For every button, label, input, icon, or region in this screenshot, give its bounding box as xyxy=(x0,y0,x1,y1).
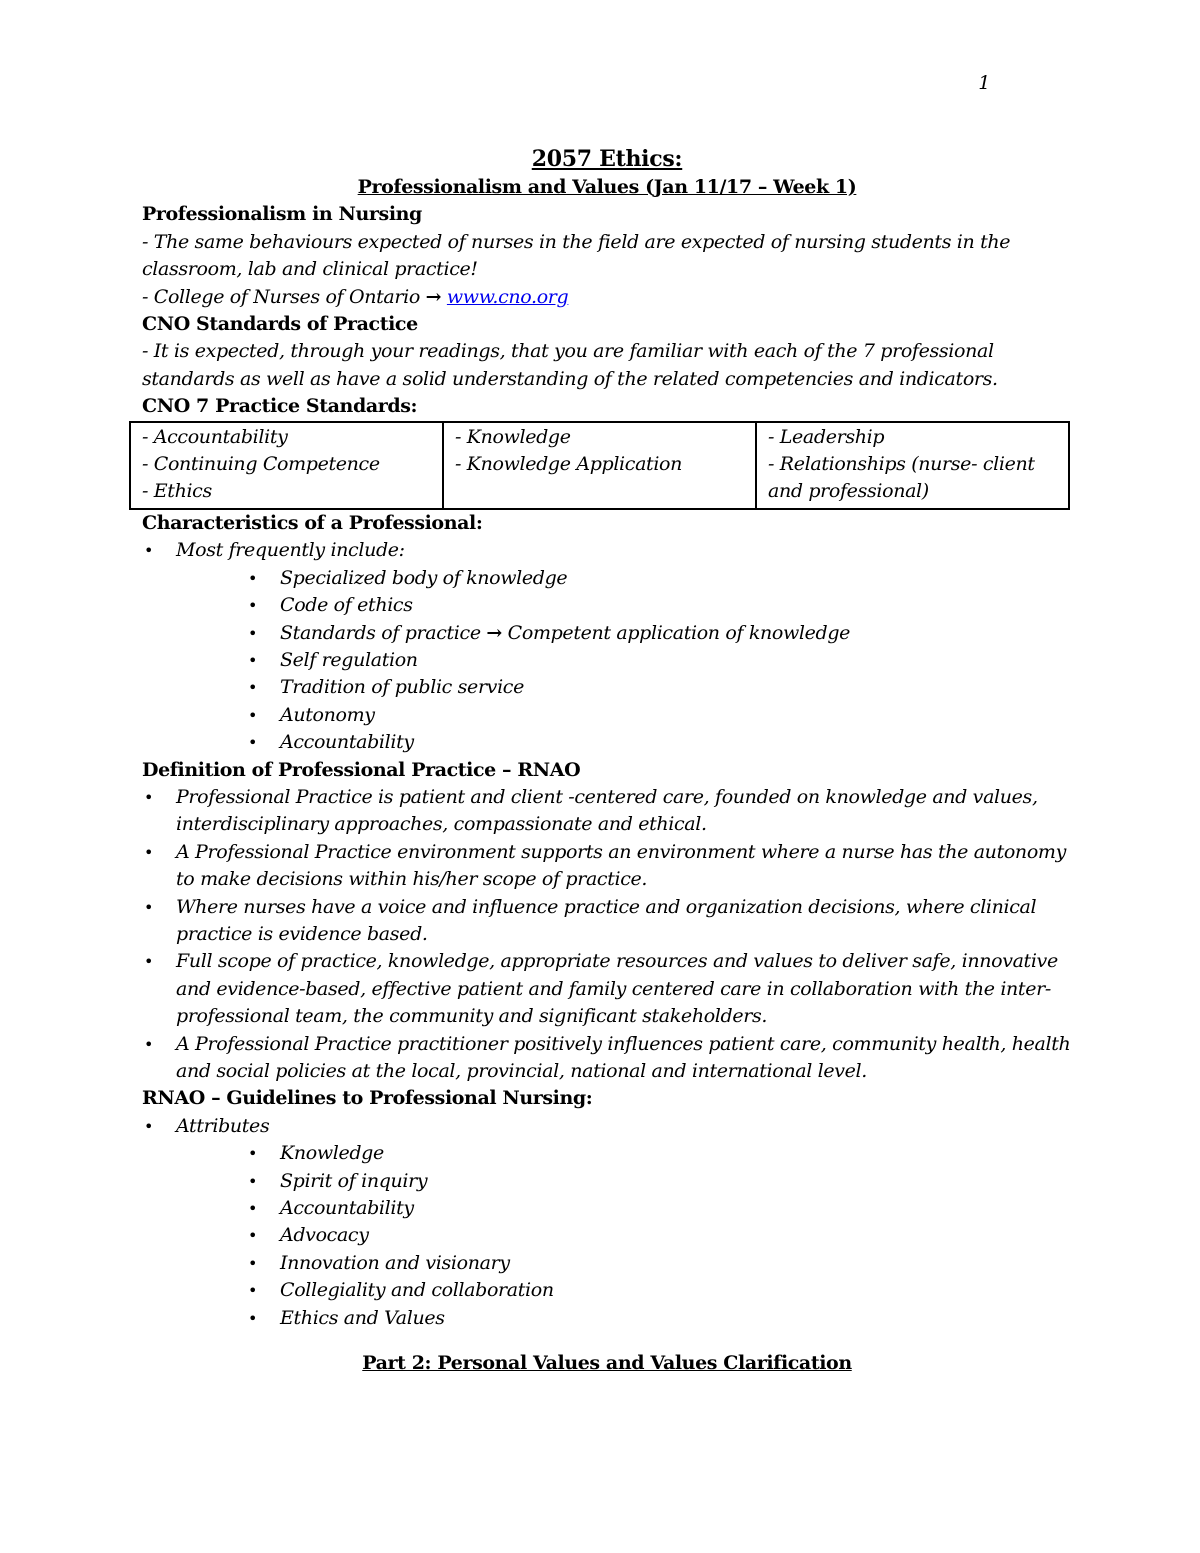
standard-item: - Leadership xyxy=(768,425,885,448)
table-cell xyxy=(130,422,443,509)
standards-text: - It is expected, through your readings, that you are familiar with each of the 7 professional standards as well as have a solid understanding of the related competencies and indicators. xyxy=(142,340,998,390)
document-title: 2057 Ethics: xyxy=(531,146,683,172)
heading-characteristics: Characteristics of a Professional: xyxy=(142,511,483,534)
list-item xyxy=(142,537,1072,756)
document-subtitle: Professionalism and Values (Jan 11/17 – Week 1) xyxy=(357,176,857,198)
list-item: • Innovation and visionary xyxy=(246,1250,1072,1277)
list-item: • A Professional Practice practitioner positively influences patient care, community health, health and social policies at the local, provincial, national and international level. xyxy=(142,1031,1072,1086)
standard-item: - Ethics xyxy=(142,480,212,503)
list-item: • Professional Practice is patient and client -centered care, founded on knowledge and values, interdisciplinary approaches, compassionate and ethical. xyxy=(142,784,1072,839)
list-item xyxy=(246,620,1072,647)
arrow-right-icon: → xyxy=(425,285,442,308)
standard-item: - Relationships (nurse- client and professional) xyxy=(768,453,1035,503)
part2-heading: Part 2: Personal Values and Values Clarification xyxy=(362,1352,852,1375)
list-item: • Where nurses have a voice and influence practice and organization decisions, where clinical practice is evidence based. xyxy=(142,894,1072,949)
list-item: • Accountability xyxy=(246,729,1072,756)
list-item: • Self regulation xyxy=(246,647,1072,674)
table-cell xyxy=(756,422,1069,509)
professionalism-text: - The same behaviours expected of nurses in the field are expected of nursing students in the classroom, lab and clinical practice! xyxy=(142,230,1011,281)
guidelines-intro: Attributes xyxy=(176,1114,270,1137)
list-item: • Ethics and Values xyxy=(246,1305,1072,1332)
heading-standards: CNO Standards of Practice xyxy=(142,313,418,336)
heading-definition: Definition of Professional Practice – RNAO xyxy=(142,758,581,781)
standard-item: - Knowledge xyxy=(455,425,571,448)
list-item: • Autonomy xyxy=(246,702,1072,729)
definition-list xyxy=(142,784,1072,1085)
guidelines-list xyxy=(142,1113,1072,1332)
characteristics-sublist xyxy=(176,565,1072,757)
page-number: 1 xyxy=(978,72,990,94)
standard-item: - Knowledge Application xyxy=(455,453,683,476)
heading-guidelines: RNAO – Guidelines to Professional Nursing: xyxy=(142,1087,593,1110)
cno-website-link[interactable]: www.cno.org xyxy=(446,285,569,308)
list-item: • Knowledge xyxy=(246,1140,1072,1167)
heading-professionalism: Professionalism in Nursing xyxy=(142,203,422,226)
cno-label: - College of Nurses of Ontario xyxy=(142,285,426,308)
table-row xyxy=(130,422,1069,509)
list-item: • Code of ethics xyxy=(246,592,1072,619)
list-item: • A Professional Practice environment supports an environment where a nurse has the autonomy to make decisions within his/her scope of practice. xyxy=(142,839,1072,894)
practice-standards-table xyxy=(129,421,1070,510)
list-item: • Full scope of practice, knowledge, appropriate resources and values to deliver safe, innovative and evidence-based, effective patient and family centered care in collaboration with the inter-professional team, the community and significant stakeholders. xyxy=(142,948,1072,1030)
table-cell xyxy=(443,422,756,509)
heading-practice-standards: CNO 7 Practice Standards: xyxy=(142,395,418,418)
list-item: • Accountability xyxy=(246,1195,1072,1222)
cno-link-line xyxy=(142,284,1072,311)
characteristics-list xyxy=(142,537,1072,756)
standard-item: - Accountability xyxy=(142,425,288,448)
list-item: • Spirit of inquiry xyxy=(246,1168,1072,1195)
standards-of-practice-label: Standards of practice xyxy=(280,621,487,644)
standards-of-practice-suffix: Competent application of knowledge xyxy=(501,621,851,644)
standard-item: - Continuing Competence xyxy=(142,453,380,476)
characteristics-intro: Most frequently include: xyxy=(176,539,405,562)
document-body xyxy=(142,140,1072,1377)
list-item: • Advocacy xyxy=(246,1222,1072,1249)
attributes-sublist xyxy=(176,1140,1072,1332)
list-item: • Collegiality and collaboration xyxy=(246,1277,1072,1304)
list-item: • Tradition of public service xyxy=(246,674,1072,701)
list-item: • Specialized body of knowledge xyxy=(246,565,1072,592)
arrow-right-icon: → xyxy=(486,621,502,644)
list-item xyxy=(142,1113,1072,1332)
